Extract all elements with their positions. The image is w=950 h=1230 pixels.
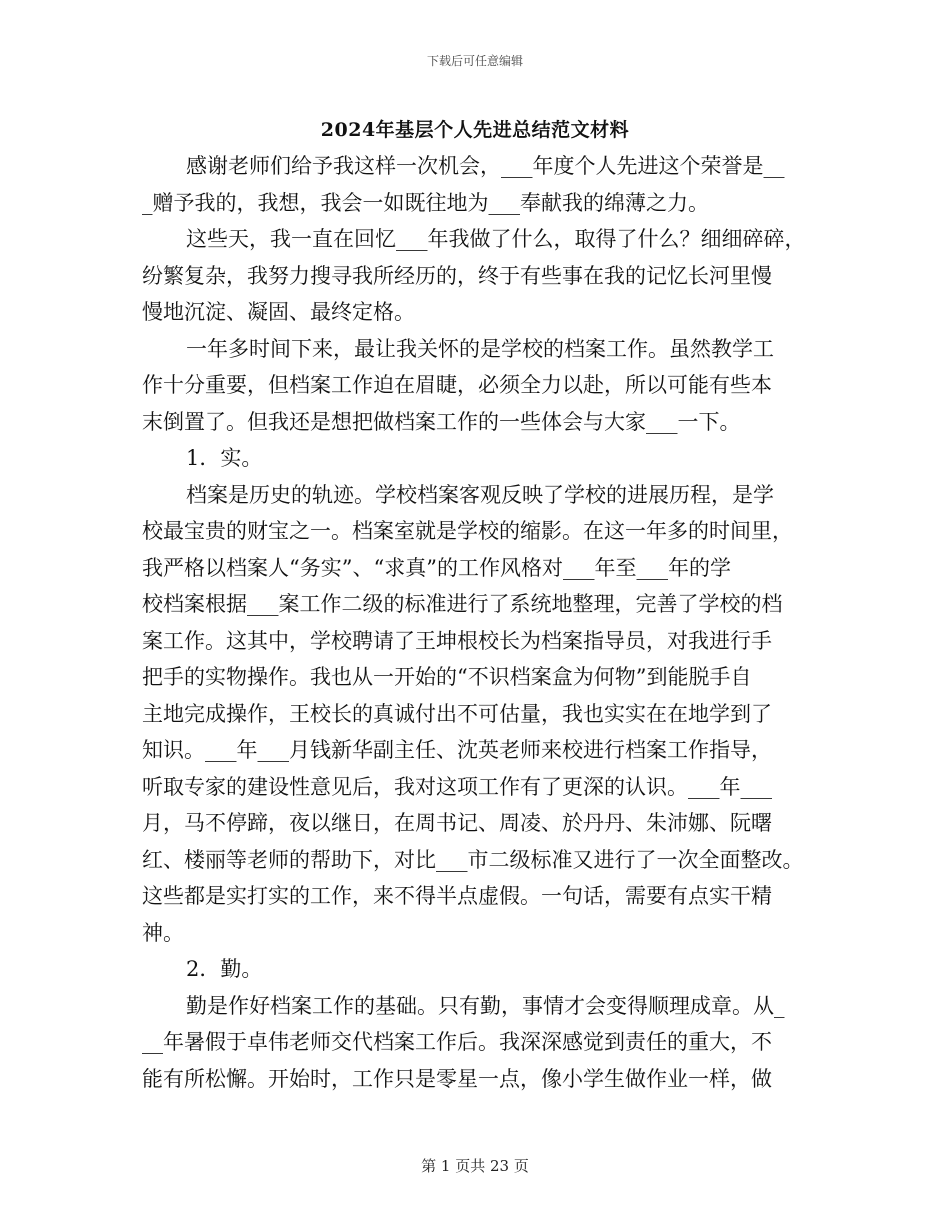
paragraph-line: 红、楼丽等老师的帮助下，对比___市二级标准又进行了一次全面整改。 (142, 847, 804, 872)
section-heading: 1．实。 (186, 446, 263, 470)
paragraph-line: __年暑假于卓伟老师交代档案工作后。我深深感觉到责任的重大，不 (142, 1030, 772, 1054)
paragraph-line: 这些天，我一直在回忆___年我做了什么，取得了什么？细细碎碎， (186, 227, 806, 251)
page-header: 下载后可任意编辑 (426, 54, 523, 68)
paragraph-line: 神。 (142, 920, 184, 945)
paragraph-line: 我严格以档案人“务实”、“求真”的工作风格对___年至___年的学 (142, 555, 731, 580)
paragraph-line: 能有所松懈。开始时，工作只是零星一点，像小学生做作业一样，做 (142, 1066, 772, 1091)
paragraph-line: 一年多时间下来，最让我关怀的是学校的档案工作。虽然教学工 (186, 336, 774, 361)
paragraph-line: 末倒置了。但我还是想把做档案工作的一些体会与大家___一下。 (142, 409, 741, 434)
paragraph-line: 主地完成操作，王校长的真诚付出不可估量，我也实实在在地学到了 (142, 701, 772, 726)
document-body (142, 148, 822, 1097)
paragraph-line: 把手的实物操作。我也从一开始的“不识档案盒为何物”到能脱手自 (142, 665, 752, 689)
paragraph-line: 勤是作好档案工作的基础。只有勤，事情才会变得顺理成章。从_ (186, 993, 785, 1018)
paragraph-line: 月，马不停蹄，夜以继日，在周书记、周凌、於丹丹、朱沛娜、阮曙 (142, 811, 772, 835)
page-footer: 第 1 页共 23 页 (421, 1157, 529, 1175)
paragraph-line: 知识。___年___月钱新华副主任、沈英老师来校进行档案工作指导， (142, 738, 772, 762)
document-title: 2024年基层个人先进总结范文材料 (320, 119, 630, 141)
paragraph-line: 纷繁复杂，我努力搜寻我所经历的，终于有些事在我的记忆长河里慢 (142, 263, 772, 288)
paragraph-line: 校档案根据___案工作二级的标准进行了系统地整理，完善了学校的档 (142, 592, 783, 616)
paragraph-line: 慢地沉淀、凝固、最终定格。 (142, 300, 415, 324)
paragraph-line: 这些都是实打实的工作，来不得半点虚假。一句话，需要有点实干精 (142, 884, 772, 908)
paragraph-line: 听取专家的建设性意见后，我对这项工作有了更深的认识。___年___ (142, 774, 772, 799)
paragraph-line: 感谢老师们给予我这样一次机会，___年度个人先进这个荣誉是__ (186, 154, 785, 178)
paragraph-line: _赠予我的，我想，我会一如既往地为___奉献我的绵薄之力。 (142, 190, 709, 215)
paragraph-line: 档案是历史的轨迹。学校档案客观反映了学校的进展历程，是学 (186, 482, 774, 507)
paragraph-line: 校最宝贵的财宝之一。档案室就是学校的缩影。在这一年多的时间里， (142, 519, 793, 543)
section-heading: 2．勤。 (186, 957, 263, 981)
paragraph-line: 案工作。这其中，学校聘请了王坤根校长为档案指导员，对我进行手 (142, 628, 772, 653)
paragraph-line: 作十分重要，但档案工作迫在眉睫，必须全力以赴，所以可能有些本 (142, 373, 772, 397)
